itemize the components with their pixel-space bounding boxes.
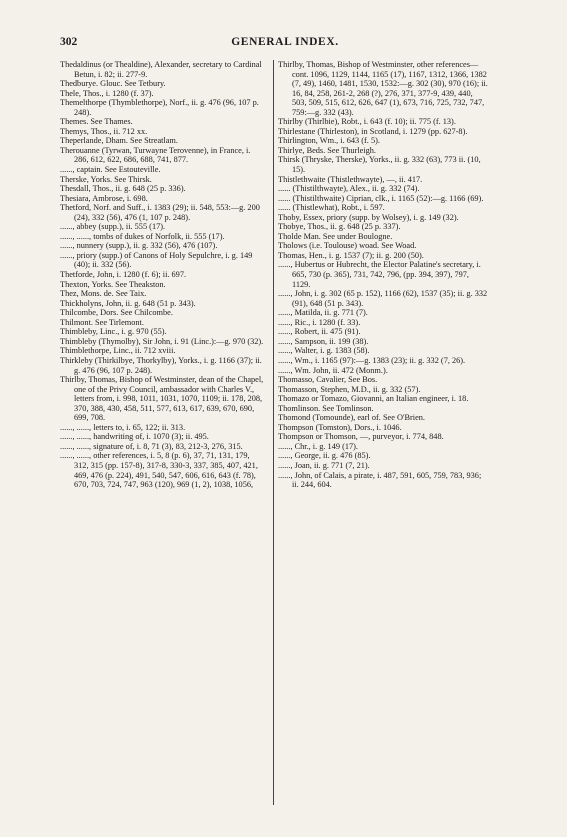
- index-entry: ......, ......, tombs of dukes of Norfolk, ii. 555 (17).: [60, 231, 225, 241]
- index-entry: Thomas, Hen., i. g. 1537 (7); ii. g. 200 (50).: [278, 250, 424, 260]
- index-entry: Thirlestane (Thirleston), in Scotland, i. 1279 (pp. 627-8).: [278, 126, 468, 136]
- index-entry: ......, Hubertus or Hubrecht, the Elector Palatine's secretary, i. 665, 730 (p. 365), 731, 742, 796, (pp. 394, 397), 797, 1129.: [278, 260, 481, 289]
- index-column-left: [60, 60, 265, 490]
- index-entry: ......, ......, signature of, i. 8, 71 (3), 83, 212-3, 276, 315.: [60, 441, 243, 451]
- index-entry: Thompson (Tomston), Dors., i. 1046.: [278, 422, 402, 432]
- index-entry: Themelthorpe (Thymblethorpe), Norf., ii. g. 476 (96, 107 p. 248).: [60, 98, 259, 117]
- index-entry: Thomazo or Tomazo, Giovanni, an Italian engineer, i. 18.: [278, 394, 469, 404]
- index-entry: Thomasson, Stephen, M.D., ii. g. 332 (57).: [278, 384, 421, 394]
- index-entry: Thompson or Thomson, —, purveyor, i. 774, 848.: [278, 432, 444, 442]
- page-header: [60, 36, 510, 52]
- index-entry: Thirsk (Thryske, Therske), Yorks., ii. g. 332 (63), 773 ii. (10, 15).: [278, 155, 481, 175]
- index-entry: ...... (Thistilthwaite) Ciprian, clk., i. 1165 (52):—g. 1166 (69).: [278, 193, 484, 203]
- index-column-right: [278, 60, 488, 490]
- page-title: GENERAL INDEX.: [231, 36, 339, 48]
- index-entry: Thirlby, Thomas, Bishop of Westminster, other references—cont. 1096, 1129, 1144, 1165 (17), 1167, 1312, 1366, 1382 (7, 49), 1460, 1481, 1530, 1532:—g. 302 (30), 970 (16); ii. 16, 84, 258, 261-2, 268 (?), 276, 371, 377-9, 439, 440, 503, 509, 515, 612, 626, 647 (1), 673, 716, 725, 732, 747, 759:—g. 332 (43).: [278, 60, 488, 117]
- index-entry: ......, Ric., i. 1280 (f. 33).: [278, 317, 361, 327]
- index-entry: ......, Robert, ii. 475 (91).: [278, 327, 361, 337]
- index-entry: ......, nunnery (supp.), ii. g. 332 (56), 476 (107).: [60, 241, 218, 251]
- index-entry: Thez, Mons. de. See Taix.: [60, 289, 147, 299]
- index-entry: ......, captain. See Estouteville.: [60, 165, 161, 175]
- index-entry: ......, Chr., i. g. 149 (17).: [278, 441, 358, 451]
- index-entry: Thedaldinus (or Thealdine), Alexander, secretary to Cardinal Betun, i. 82; ii. 277-9.: [60, 60, 262, 79]
- index-entry: Thimblethorpe, Linc., ii. 712 xviii.: [60, 346, 176, 356]
- column-divider: [273, 60, 274, 805]
- index-entry: ......, ......, handwriting of, i. 1070 (3); ii. 495.: [60, 432, 209, 442]
- index-entry: ......, ......, letters to, i. 65, 122; ii. 313.: [60, 422, 186, 432]
- index-entry: Thistlethwaite (Thistlethwayte), —, ii. 417.: [278, 174, 423, 184]
- index-entry: Tholde Man. See under Boulogne.: [278, 231, 393, 241]
- index-entry: ......, John, i. g. 302 (65 p. 152), 1166 (62), 1537 (35); ii. g. 332 (91), 648 (51 p. 343).: [278, 289, 488, 308]
- index-entry: Thirlby, Thomas, Bishop of Westminster, dean of the Chapel, one of the Privy Council, ambassador with Charles V., letters from, i. 998, 1011, 1031, 1070, 1109; ii. 178, 208, 370, 388, 430, 458, 511, 577, 613, 617, 639, 670, 690, 699, 708.: [60, 375, 264, 423]
- index-entry: Thetford, Norf. and Suff., i. 1383 (29); ii. 548, 553:—g. 200 (24), 332 (56), 476 (1, 107 p. 248).: [60, 203, 260, 222]
- index-entry: ......, Sampson, ii. 199 (38).: [278, 336, 369, 346]
- index-entry: ...... (Thistilthwayte), Alex., ii. g. 332 (74).: [278, 184, 420, 194]
- index-entry: Thele, Thos., i. 1280 (f. 37).: [60, 88, 154, 98]
- index-entry: ......, abbey (supp.), ii. 555 (17).: [60, 222, 166, 232]
- index-entry: ...... (Thistlewhat), Robt., i. 597.: [278, 203, 385, 213]
- index-entry: Thomond (Tomounde), earl of. See O'Brien.: [278, 413, 425, 423]
- index-entry: Thoby, Essex, priory (supp. by Wolsey), i. g. 149 (32).: [278, 212, 459, 222]
- index-entry: Thobye, Thos., ii. g. 648 (25 p. 337).: [278, 222, 401, 232]
- index-entry: Thesiara, Ambrose, i. 698.: [60, 193, 148, 203]
- index-entry: ......, ......, other references, i. 5, 8 (p. 6), 37, 71, 131, 179, 312, 315 (pp. 157-8), 317-8, 330-3, 337, 385, 407, 421, 469, 476 (p. 224), 491, 540, 547, 606, 616, 643 (f. 78), 670, 703, 724, 747, 963 (120), 969 (1, 2), 1038, 1056,: [60, 451, 258, 490]
- index-entry: Thilmont. See Tirlemont.: [60, 317, 144, 327]
- page-number: 302: [60, 36, 78, 48]
- index-entry: Thetforde, John, i. 1280 (f. 6); ii. 697.: [60, 270, 187, 280]
- index-entry: ......, Wm. John, ii. 472 (Monm.).: [278, 365, 388, 375]
- index-entry: Thomlinson. See Tomlinson.: [278, 403, 374, 413]
- index-entry: ......, Joan, ii. g. 771 (7, 21).: [278, 460, 370, 470]
- index-entry: ......, John, of Calais, a pirate, i. 487, 591, 605, 759, 783, 936; ii. 244, 604.: [278, 470, 482, 490]
- index-entry: ......, Matilda, ii. g. 771 (7).: [278, 308, 368, 318]
- index-entry: ......, Walter, i. g. 1383 (58).: [278, 346, 370, 356]
- index-entry: Thomasso, Cavalier, See Bos.: [278, 375, 378, 385]
- index-entry: Themys, Thos., ii. 712 xx.: [60, 126, 148, 136]
- index-entry: Thimbleby, Linc., i. g. 970 (55).: [60, 327, 167, 337]
- index-entry: ......, Wm., i. 1165 (97):—g. 1383 (23); ii. g. 332 (7, 26).: [278, 355, 466, 365]
- index-entry: Thedburye. Glouc. See Tetbury.: [60, 79, 166, 89]
- index-entry: Thickholyns, John, ii. g. 648 (51 p. 343).: [60, 298, 196, 308]
- index-entry: Therske, Yorks. See Thirsk.: [60, 174, 152, 184]
- index-entry: ......, George, ii. g. 476 (85).: [278, 451, 371, 461]
- index-entry: Theperlande, Dham. See Streatlam.: [60, 136, 178, 146]
- index-entry: ......, priory (supp.) of Canons of Holy Sepulchre, i. g. 149 (40); ii. 332 (56).: [60, 250, 253, 270]
- index-entry: Thesdall, Thos., ii. g. 648 (25 p. 336).: [60, 184, 186, 194]
- index-entry: Thexton, Yorks. See Theakston.: [60, 279, 166, 289]
- index-entry: Thirlby (Thirlbie), Robt., i. 643 (f. 10); ii. 775 (f. 13).: [278, 117, 456, 127]
- index-entry: Thimbleby (Thymolby), Sir John, i. 91 (Linc.):—g. 970 (32).: [60, 336, 264, 346]
- index-entry: Thilcombe, Dors. See Chilcombe.: [60, 308, 173, 318]
- index-entry: Tholows (i.e. Toulouse) woad. See Woad.: [278, 241, 417, 251]
- index-entry: Thirkleby (Thirkilbye, Thorkylby), Yorks., i. g. 1166 (37); ii. g. 476 (96, 107 p. 248).: [60, 355, 262, 375]
- index-entry: Thirlington, Wm., i. 643 (f. 5).: [278, 136, 380, 146]
- index-entry: Thirlye, Beds. See Thurleigh.: [278, 145, 377, 155]
- index-entry: Therouanne (Tyrwan, Turwayne Terovenne), in France, i. 286, 612, 622, 686, 688, 741, 877.: [60, 145, 251, 165]
- index-entry: Themes. See Thames.: [60, 117, 133, 127]
